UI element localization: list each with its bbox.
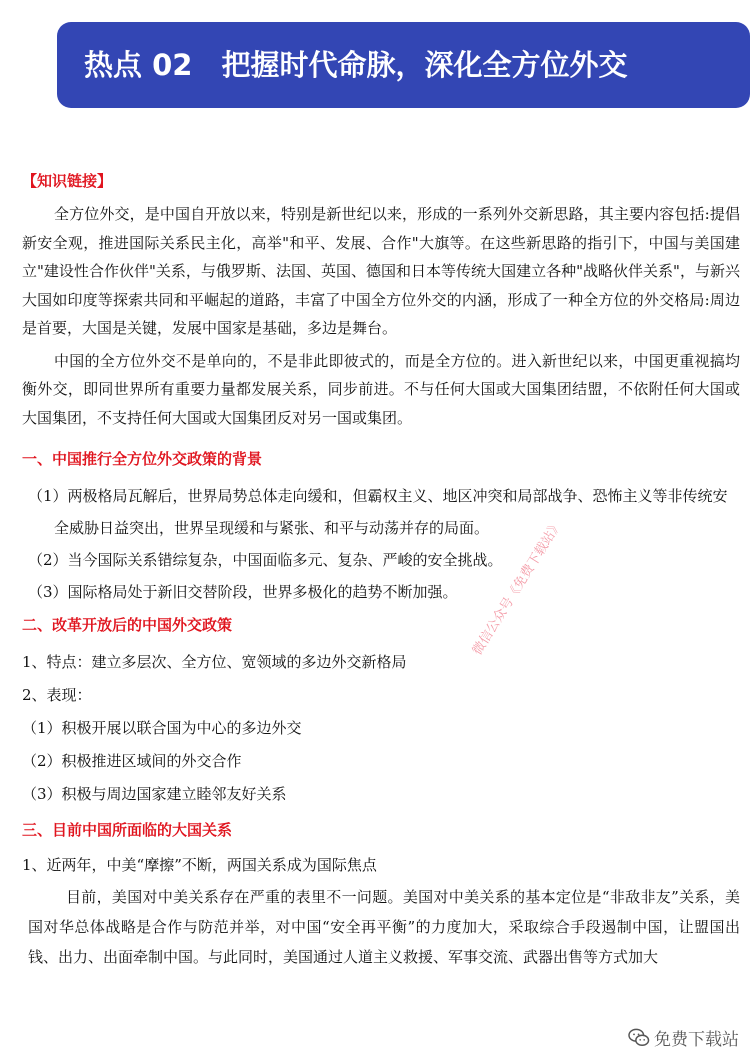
knowledge-heading: 【知识链接】 bbox=[22, 172, 113, 190]
section-3-point-1: 1、近两年，中美“摩擦”不断，两国关系成为国际焦点 bbox=[22, 856, 377, 874]
watermark-text: 微信公众号《免费下载站》 bbox=[470, 517, 566, 658]
section-2-item-2: （2）积极推进区域间的外交合作 bbox=[22, 752, 242, 770]
section-1-heading: 一、中国推行全方位外交政策的背景 bbox=[22, 450, 263, 468]
knowledge-paragraph-2: 中国的全方位外交不是单向的，不是非此即彼式的，而是全方位的。进入新世纪以来，中国更重视搞均衡外交，即同世界所有重要力量都发展关系，同步前进。不与任何大国或大国集团结盟，不依附任何大国或大国集团，不支持任何大国或大国集团反对另一国或集团。 bbox=[22, 351, 740, 427]
page-title: 热点 02 把握时代命脉，深化全方位外交 bbox=[84, 48, 628, 82]
wechat-icon bbox=[628, 1028, 650, 1048]
section-3-heading: 三、目前中国所面临的大国关系 bbox=[22, 821, 233, 839]
section-3-paragraph: 目前，美国对中美关系存在严重的表里不一问题。美国对中美关系的基本定位是“非敌非友”关系，美国对华总体战略是合作与防范并举，对中国“安全再平衡”的力度加大，采取综合手段遏制中国，让盟国出钱、出力、出面牵制中国。与此同时，美国通过人道主义救援、军事交流、武器出售等方式加大 bbox=[28, 888, 740, 966]
section-1-item-1: （1）两极格局瓦解后，世界局势总体走向缓和，但霸权主义、地区冲突和局部战争、恐怖主义等非传统安全威胁日益突出，世界呈现缓和与紧张、和平与动荡并存的局面。 bbox=[28, 487, 728, 537]
wechat-badge bbox=[628, 1025, 739, 1050]
badge-label: 免费下载站 bbox=[654, 1030, 739, 1050]
section-2-item-1: （1）积极开展以联合国为中心的多边外交 bbox=[22, 719, 302, 737]
section-1-item-3: （3）国际格局处于新旧交替阶段，世界多极化的趋势不断加强。 bbox=[28, 583, 458, 601]
section-1-item-2: （2）当今国际关系错综复杂，中国面临多元、复杂、严峻的安全挑战。 bbox=[28, 551, 503, 569]
section-2-feature: 1、特点：建立多层次、全方位、宽领域的多边外交新格局 bbox=[22, 653, 407, 671]
section-2-performance-label: 2、表现： bbox=[22, 686, 92, 704]
section-2-heading: 二、改革开放后的中国外交政策 bbox=[22, 616, 233, 634]
knowledge-paragraph-1: 全方位外交，是中国自开放以来，特别是新世纪以来，形成的一系列外交新思路，其主要内容包括:提倡新安全观，推进国际关系民主化，高举"和平、发展、合作"大旗等。在这些新思路的指引下，中国与美国建立"建设性合作伙伴"关系，与俄罗斯、法国、英国、德国和日本等传统大国建立各种"战略伙伴关系"，与新兴大国如印度等探索共同和平崛起的道路，丰富了中国全方位外交的内涵，形成了一种全方位的外交格局:周边是首要，大国是关键，发展中国家是基础，多边是舞台。 bbox=[22, 205, 740, 337]
section-2-item-3: （3）积极与周边国家建立睦邻友好关系 bbox=[22, 785, 287, 803]
document-body bbox=[22, 170, 740, 972]
